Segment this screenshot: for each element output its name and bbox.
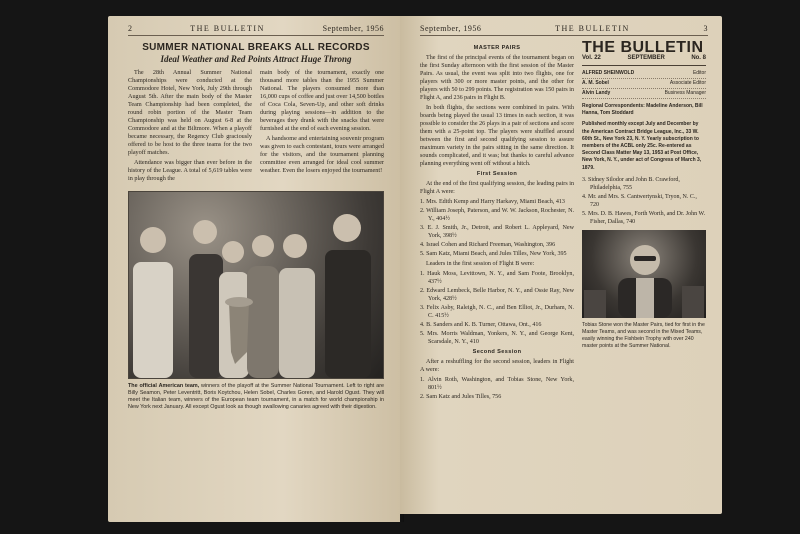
staff-role: Associate Editor	[669, 80, 706, 86]
staff-row	[582, 89, 706, 99]
staff-name: ALFRED SHEINWOLD	[582, 70, 635, 76]
issue-date: September, 1956	[420, 24, 482, 33]
masthead-title: THE BULLETIN	[582, 39, 704, 56]
publication-notice: Published monthly except July and December by the American Contract Bridge League, Inc., 33 W. 60th St., New York 23, N. Y. Yearly subscription to members of the ACBL only 25c. Re-entered as Second Class Matter May 13, 1953 at Post Office, New York, N. Y., under act of Congress of March 3, 1879.	[582, 121, 702, 171]
team-photo	[128, 191, 384, 379]
list-item: 1. Alvin Roth, Washington, and Tobias Stone, New York, 801½	[420, 377, 574, 391]
page-number: 2	[128, 24, 133, 33]
list-item: 2. Sam Katz and Jules Tilles, 756	[420, 394, 502, 400]
staff-row	[582, 79, 706, 89]
running-title: THE BULLETIN	[555, 24, 630, 33]
section-title-master-pairs: MASTER PAIRS	[473, 45, 521, 51]
volume: Vol. 22	[582, 55, 601, 61]
portrait-illustration	[582, 230, 706, 318]
list-item: 4. Israel Cohen and Richard Freeman, Washington, 396	[420, 242, 556, 248]
staff-list	[582, 69, 706, 99]
article-column-2	[260, 69, 384, 185]
masthead-column	[582, 39, 706, 403]
page-number: 3	[703, 24, 708, 33]
list-item: 3. E. J. Smith, Jr., Detroit, and Robert L. Appleyard, New York, 398½	[420, 225, 574, 239]
portrait-caption: Tobias Stone won the Master Pairs, tied for first in the Master Teams, and was second in the Mixed Teams, easily winning the Fishbein Trophy with over 240 master points at the Summer National.	[582, 321, 705, 349]
section-title-first-session: First Session	[476, 171, 518, 177]
staff-role: Business Manager	[664, 90, 706, 96]
issue-number: No. 8	[691, 55, 706, 61]
list-item: 4. B. Sanders and K. B. Turner, Ottawa, Ont., 416	[420, 322, 542, 328]
right-columns	[420, 39, 708, 403]
left-page	[108, 16, 400, 522]
regional-correspondents: Regional Correspondents: Madeline Anderson, Bill Hanna, Tom Stoddard	[582, 103, 703, 117]
paragraph: main body of the tournament, exactly one thousand more tables than the 1955 Summer National. The players consumed more than 16,000 cups of coffee and just over 14,500 bottles of Coca Cola, Seven-Up, and other soft drinks during playing sessions—in addition to the beverages they drank with the snacks that were furnished at the end of each evening session.	[260, 69, 384, 132]
list-item: 2. Edward Lembeck, Belle Harbor, N. Y., and Ossie Ray, New York, 428½	[420, 288, 574, 302]
paragraph: After a reshuffling for the second session, leaders in Flight A were:	[420, 359, 574, 373]
paragraph: The 28th Annual Summer National Championships were conducted at the Commodore Hotel, New York, July 29th through August 5th. After the main body of the Master Team Championship had been completed, the round robin portion of the Master Team Championship was held on August 6-8 at the Commodore and at the Biltmore. When a playoff became necessary, the Regency Club graciously offered to be host to the three teams for the two playoff matches.	[128, 69, 252, 156]
list-item: 3. Sidney Silodor and John B. Crawford, Philadelphia, 755	[582, 176, 680, 191]
flight-a-first-list	[420, 198, 574, 258]
master-pairs-column	[420, 42, 574, 403]
list-item: 1. Mrs. Edith Kemp and Harry Harkavy, Miami Beach, 413	[420, 199, 565, 205]
article-column-1	[128, 69, 252, 185]
left-running-header	[128, 24, 384, 36]
photo-caption	[128, 383, 384, 411]
staff-row	[582, 69, 706, 79]
staff-name: Alvin Landy	[582, 90, 611, 96]
list-item: 2. William Joseph, Paterson, and W. W. Jackson, Rochester, N. Y., 404½	[420, 208, 574, 222]
list-item: 5. Mrs. Morris Waldman, Yonkers, N. Y., and George Kent, Scarsdale, N. Y., 410	[420, 331, 574, 345]
flight-b-first-list	[420, 270, 574, 346]
paragraph: The first of the principal events of the tournament began on the first Sunday afternoon with the first session of the Master Pairs. As usual, the event was split into two flights, one for players with 300 or more master points, and the other for players with 50 to 299 points. The registration was 150 pairs in Flight A, and 236 pairs in Flight B.	[420, 55, 574, 101]
right-running-header	[420, 24, 708, 36]
month: SEPTEMBER	[627, 55, 665, 61]
article-headline: SUMMER NATIONAL BREAKS ALL RECORDS	[142, 42, 370, 53]
running-title: THE BULLETIN	[190, 24, 265, 33]
flight-a-second-list-cont	[582, 176, 706, 226]
list-item: 4. Mr. and Mrs. S. Cantwertynski, Tryon, N. C., 720	[582, 193, 697, 208]
team-photo-illustration	[129, 192, 384, 378]
paragraph: A handsome and entertaining souvenir program was given to each contestant, tours were arranged for the visitors, and the tournament planning committee even arranged for ideal cool summer weather. Even the losers enjoyed the tournament!	[260, 135, 384, 174]
section-title-second-session: Second Session	[472, 349, 522, 355]
staff-role: Editor	[692, 70, 706, 76]
issue-date: September, 1956	[322, 24, 384, 33]
list-item: 1. Hauk Moss, Levittown, N. Y., and Sam Foote, Brooklyn, 437½	[420, 271, 574, 285]
flight-a-second-list	[420, 376, 574, 401]
caption-text: winners of the playoff at the Summer National Tournament. Left to right are Billy Seamon, Peter Leventritt, Boris Koytchou, Helen Sobel, Charles Goren, and Harold Ogust. They will meet the Italian team, winners of the European team tournament, in a match for world championship in New York next January. All except Ogust look as though swallowing canaries agreed with their digestion.	[128, 383, 384, 410]
list-item: 3. Felix Asby, Raleigh, N. C., and Ben Elliot, Jr., Durham, N. C. 415½	[420, 305, 574, 319]
paragraph: Attendance was bigger than ever before in the history of the League. A total of 5,619 tables were in play through the	[128, 159, 252, 182]
right-page	[400, 16, 722, 514]
staff-name: A. M. Sobel	[582, 80, 609, 86]
portrait-photo	[582, 230, 706, 318]
paragraph: In both flights, the sections were combined in pairs. With boards being played the usual 13 times in each section, it was possible to consider the 26 plays in a pair of sections and score them with a 25-point top. The players were shuffled around between the first and second qualifying session to assure maximum variety in the pairs sitting in the same direction. It sounds complicated, and it was; but thanks to careful advance planning everything went off without a hitch.	[420, 105, 574, 167]
article-subheadline: Ideal Weather and Red Points Attract Huge Throng	[160, 54, 352, 64]
caption-lead: The official American team,	[128, 383, 200, 389]
paragraph: At the end of the first qualifying session, the leading pairs in Flight A were:	[420, 181, 574, 195]
list-item: 5. Mrs. D. B. Hawes, Forth Worth, and Dr. John W. Fisher, Dallas, 740	[582, 210, 706, 225]
paragraph: Leaders in the first session of Flight B were:	[426, 261, 535, 267]
list-item: 5. Sam Katz, Miami Beach, and Jules Tilles, New York, 395	[420, 251, 567, 257]
article-columns	[128, 69, 384, 185]
